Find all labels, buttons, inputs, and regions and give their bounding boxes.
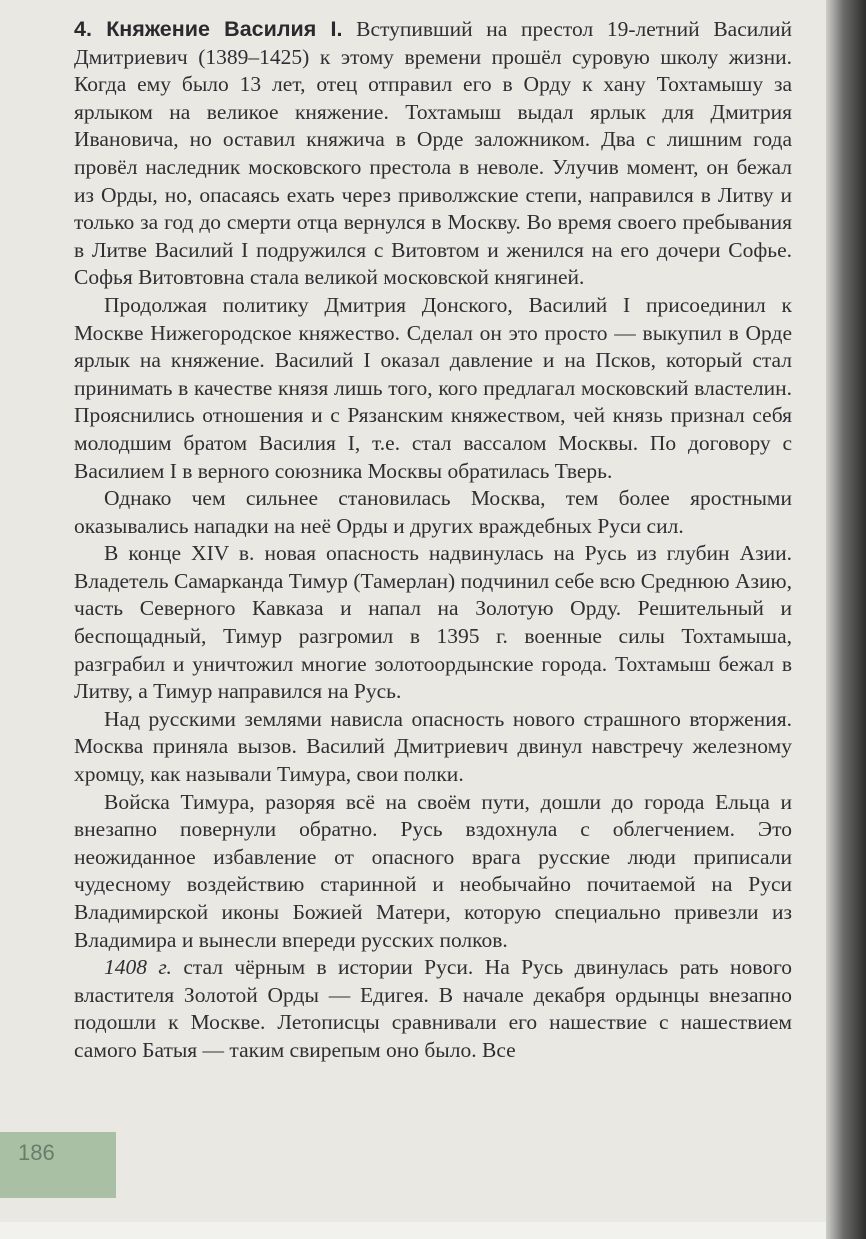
book-binding-shadow (826, 0, 866, 1239)
page-bottom-edge (0, 1222, 840, 1239)
paragraph-4: В конце XIV в. новая опасность надвинулась на Русь из глубин Азии. Владетель Самарканда Тимур (Тамерлан) подчинил себе всю Среднюю Азию, часть Северного Кавказа и напал на Золотую Орду. Решительный и беспощадный, Тимур разгромил в 1395 г. военные силы Тохтамыша, разграбил и уничтожил многие золотоордынские города. Тохтамыш бежал в Литву, а Тимур направился на Русь. (74, 541, 792, 704)
year-1408: 1408 г. (104, 955, 172, 980)
paragraph-1-text: Вступивший на престол 19-летний Василий Дмитриевич (1389–1425) к этому времени прошёл суровую школу жизни. Когда ему было 13 лет, отец отправил его в Орду к хану Тохтамышу за ярлыком на великое княжение. Тохтамыш выдал ярлык для Дмитрия Ивановича, но оставил княжича в Орде заложником. Два с лишним года провёл наследник московского престола в неволе. Улучив момент, он бежал из Орды, но, опасаясь ехать через приволжские степи, направился в Литву и только за год до смерти отца вернулся в Москву. Во время своего пребывания в Литве Василий I подружился с Витовтом и женился на его дочери Софье. Софья Витовтовна стала великой московской княгиней. (74, 17, 793, 290)
paragraph-7-text: стал чёрным в истории Руси. На Русь двинулась рать нового властителя Золотой Орды — Едигея. В начале декабря ордынцы внезапно подошли к Москве. Летописцы сравнивали его нашествие с нашествием самого Батыя — таким свирепым оно было. Все (74, 955, 792, 1062)
section-heading: 4. Княжение Василия I. (74, 17, 343, 41)
body-text (74, 16, 792, 1065)
paragraph-5: Над русскими землями нависла опасность нового страшного вторжения. Москва приняла вызов. Василий Дмитриевич двинул навстречу железному хромцу, как называли Тимура, свои полки. (74, 706, 792, 787)
paragraph-7 (74, 954, 792, 1064)
paragraph-1 (74, 16, 792, 292)
page-number: 186 (18, 1140, 55, 1165)
paragraph-6: Войска Тимура, разоряя всё на своём пути, дошли до города Ельца и внезапно повернули обратно. Русь вздохнула с облегчением. Это неожиданное избавление от опасного врага русские люди приписали чудесному воздействию старинной и необычайно почитаемой на Руси Владимирской иконы Божией Матери, которую специально привезли из Владимира и вынесли впереди русских полков. (74, 789, 792, 952)
paragraph-3: Однако чем сильнее становилась Москва, тем более яростными оказывались нападки на неё Орды и других враждебных Руси сил. (74, 486, 792, 538)
paragraph-2: Продолжая политику Дмитрия Донского, Василий I присоединил к Москве Нижегородское княжество. Сделал он это просто — выкупил в Орде ярлык на княжение. Василий I оказал давление и на Псков, который стал принимать в качестве князя лишь того, кого предлагал московский властелин. Прояснились отношения и с Рязанским княжеством, чей князь признал себя молодшим братом Василия I, т.е. стал вассалом Москвы. По договору с Василием I в верного союзника Москвы обратилась Тверь. (74, 292, 792, 483)
